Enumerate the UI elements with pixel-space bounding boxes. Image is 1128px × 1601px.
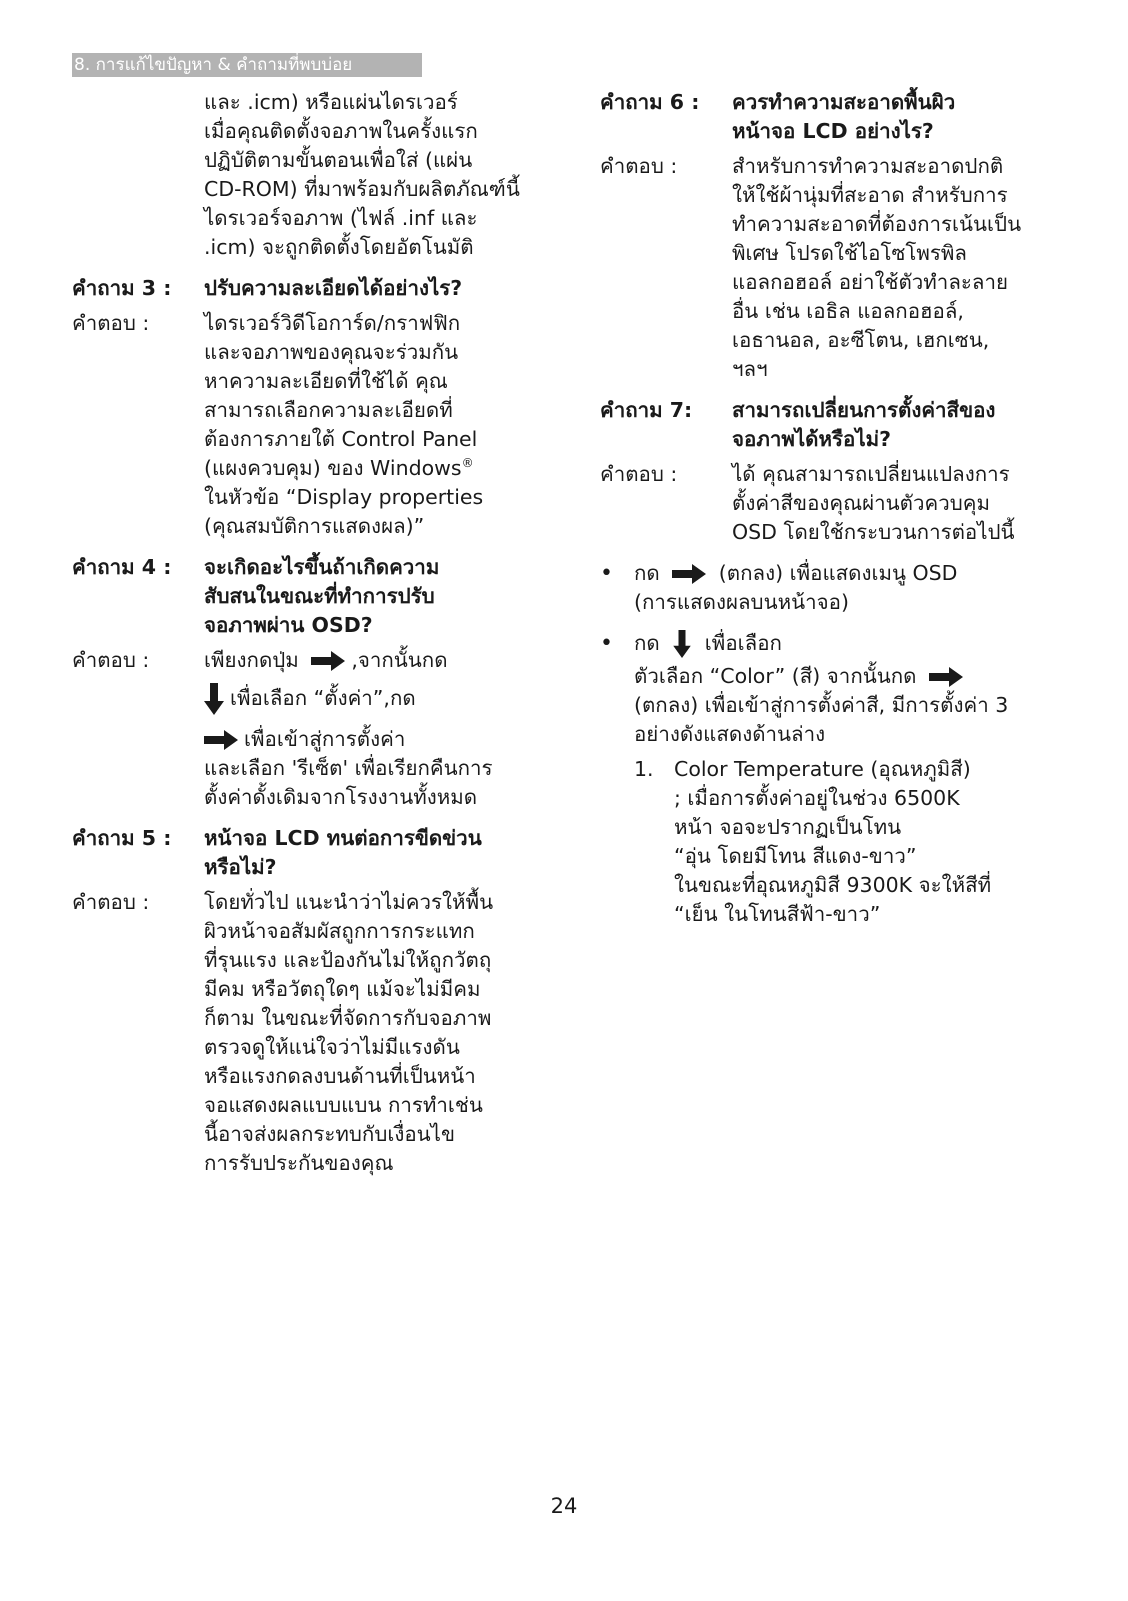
answer-line xyxy=(204,725,542,754)
answer-line: จอแสดงผลแบบแบน การทำเช่น xyxy=(204,1093,483,1117)
answer-line: มีคม หรือวัตถุใดๆ แม้จะไม่มีคม xyxy=(204,977,481,1001)
list-line-text: เพื่อเลือก xyxy=(704,631,782,655)
answer-line: แอลกอฮอล์ อย่าใช้ตัวทำละลาย xyxy=(732,270,1008,294)
answer-line: ทำความสะอาดที่ต้องการเน้นเป็น xyxy=(732,212,1022,236)
answer-line: สามารถเลือกความละเอียดที่ xyxy=(204,398,453,422)
arrow-right-icon xyxy=(929,667,963,687)
answer-line: พิเศษ โปรดใช้ไอโซโพรพิล xyxy=(732,241,967,265)
question-7 xyxy=(600,396,1070,454)
answer-line: หาความละเอียดที่ใช้ได้ คุณ xyxy=(204,369,448,393)
answer-text xyxy=(204,646,542,812)
bullet: • xyxy=(600,631,613,656)
question-5 xyxy=(72,824,542,882)
numbered-line: หน้า จอจะปรากฏเป็นโทน xyxy=(674,815,902,839)
arrow-down-icon xyxy=(204,683,224,715)
question-label: คำถาม 7: xyxy=(600,398,693,422)
answer-text xyxy=(732,152,1070,384)
arrow-right-icon xyxy=(311,651,345,671)
answer-line: ให้ใช้ผ้านุ่มที่สะอาด สำหรับการ xyxy=(732,183,1008,207)
intro-paragraph xyxy=(72,88,542,262)
question-line: สับสนในขณะที่ทำการปรับ xyxy=(204,584,435,608)
arrow-right-icon xyxy=(204,730,238,750)
bullet: • xyxy=(600,561,613,586)
page-number: 24 xyxy=(550,1494,578,1518)
answer-line: สำหรับการทำความสะอาดปกติ xyxy=(732,154,1004,178)
list-line xyxy=(634,559,1070,588)
answer-line xyxy=(204,454,542,483)
intro-line: ปฏิบัติตามขั้นตอนเพื่อใส่ (แผ่น xyxy=(204,148,473,172)
question-line: จอภาพได้หรือไม่? xyxy=(732,427,892,451)
answer-6 xyxy=(600,152,1070,384)
list-item-text xyxy=(634,559,1070,617)
answer-line: ตรวจดูให้แน่ใจว่าไม่มีแรงดัน xyxy=(204,1035,460,1059)
answer-text xyxy=(204,309,542,541)
list-line xyxy=(634,629,1070,658)
answer-line: ที่รุนแรง และป้องกันไม่ให้ถูกวัตถุ xyxy=(204,948,492,972)
answer-label: คำตอบ : xyxy=(600,462,678,486)
question-line: จอภาพผ่าน OSD? xyxy=(204,613,373,637)
answer-label: คำตอบ : xyxy=(72,890,150,914)
question-label: คำถาม 6 : xyxy=(600,90,700,114)
question-line: หน้าจอ LCD ทนต่อการขีดข่วน xyxy=(204,826,482,850)
question-text xyxy=(204,824,542,882)
answer-line: ตั้งค่าสีของคุณผ่านตัวควบคุม xyxy=(732,491,990,515)
intro-line: และ .icm) หรือแผ่นไดรเวอร์ xyxy=(204,90,458,114)
question-text: ปรับความละเอียดได้อย่างไร? xyxy=(204,276,463,300)
question-line: จะเกิดอะไรขึ้นถ้าเกิดความ xyxy=(204,555,440,579)
answer-text xyxy=(204,888,542,1178)
list-item xyxy=(600,559,1070,617)
answer-label: คำตอบ : xyxy=(600,154,678,178)
question-label: คำถาม 4 : xyxy=(72,555,172,579)
right-column xyxy=(600,88,1070,929)
numbered-item xyxy=(600,755,1070,929)
answer-line: โดยทั่วไป แนะนำว่าไม่ควรให้พื้น xyxy=(204,890,494,914)
question-3 xyxy=(72,274,542,303)
registered-mark: ® xyxy=(461,456,474,471)
answer-line: เอธานอล, อะซีโตน, เฮกเซน, xyxy=(732,328,990,352)
intro-line: เมื่อคุณติดตั้งจอภาพในครั้งแรก xyxy=(204,119,478,143)
list-line-text: (ตกลง) เพื่อแสดงเมนู OSD xyxy=(718,561,958,585)
answer-line-text: (แผงควบคุม) ของ Windows xyxy=(204,456,462,480)
answer-line: ในหัวข้อ “Display properties xyxy=(204,485,484,509)
answer-line: หรือแรงกดลงบนด้านที่เป็นหน้า xyxy=(204,1064,476,1088)
question-text xyxy=(732,396,1070,454)
answer-line: ต้องการภายใต้ Control Panel xyxy=(204,427,478,451)
answer-line xyxy=(204,683,542,715)
answer-label: คำตอบ : xyxy=(72,648,150,672)
arrow-right-icon xyxy=(672,564,706,584)
answer-line: อื่น เช่น เอธิล แอลกอฮอล์, xyxy=(732,299,964,323)
intro-line: CD-ROM) ที่มาพร้อมกับผลิตภัณฑ์นี้ xyxy=(204,177,520,201)
list-line-text: กด xyxy=(634,631,660,655)
answer-line-text: เพื่อเลือก “ตั้งค่า”,กด xyxy=(230,686,416,710)
list-item-text xyxy=(634,629,1070,749)
numbered-line: “อุ่น โดยมีโทน สีแดง-ขาว” xyxy=(674,844,917,868)
numbered-line: “เย็น ในโทนสีฟ้า-ขาว” xyxy=(674,902,881,926)
arrow-down-icon xyxy=(672,630,692,658)
answer-line-text: เพื่อเข้าสู่การตั้งค่า xyxy=(244,727,406,751)
intro-line: ไดรเวอร์จอภาพ (ไฟล์ .inf และ xyxy=(204,206,478,230)
list-line-text: ตัวเลือก “Color” (สี) จากนั้นกด xyxy=(634,664,917,688)
answer-line: การรับประกันของคุณ xyxy=(204,1151,394,1175)
numbered-line: ; เมื่อการตั้งค่าอยู่ในช่วง 6500K xyxy=(674,786,960,810)
answer-line-text: เพียงกดปุ่ม xyxy=(204,648,299,672)
list-line: (ตกลง) เพื่อเข้าสู่การตั้งค่าสี, มีการตั้งค่า 3 xyxy=(634,693,1009,717)
section-header: 8. การแก้ไขปัญหา & คำถามที่พบบ่อย xyxy=(72,53,422,77)
answer-line: ฯลฯ xyxy=(732,357,768,381)
list-item xyxy=(600,629,1070,749)
list-line: (การแสดงผลบนหน้าจอ) xyxy=(634,590,849,614)
answer-label: คำตอบ : xyxy=(72,311,150,335)
intro-line: .icm) จะถูกติดตั้งโดยอัตโนมัติ xyxy=(204,235,474,259)
answer-line: ผิวหน้าจอสัมผัสถูกการกระแทก xyxy=(204,919,475,943)
numbered-line: Color Temperature (อุณหภูมิสี) xyxy=(674,757,971,781)
question-label: คำถาม 3 : xyxy=(72,276,172,300)
answer-7 xyxy=(600,460,1070,547)
numbered-item-text xyxy=(674,755,1070,929)
answer-line: และจอภาพของคุณจะร่วมกัน xyxy=(204,340,459,364)
answer-line xyxy=(204,646,542,675)
answer-line-text: ,จากนั้นกด xyxy=(351,648,448,672)
answer-3 xyxy=(72,309,542,541)
question-line: ควรทำความสะอาดพื้นผิว xyxy=(732,90,956,114)
answer-5 xyxy=(72,888,542,1178)
question-text xyxy=(732,88,1070,146)
answer-line: นี้อาจส่งผลกระทบกับเงื่อนไข xyxy=(204,1122,455,1146)
answer-line: OSD โดยใช้กระบวนการต่อไปนี้ xyxy=(732,520,1015,544)
answer-text xyxy=(732,460,1070,547)
answer-line: ได้ คุณสามารถเปลี่ยนแปลงการ xyxy=(732,462,1010,486)
question-6 xyxy=(600,88,1070,146)
item-number: 1. xyxy=(634,757,654,781)
question-line: สามารถเปลี่ยนการตั้งค่าสีของ xyxy=(732,398,996,422)
question-line: หรือไม่? xyxy=(204,855,277,879)
list-line xyxy=(634,662,1070,691)
question-text xyxy=(204,553,542,640)
answer-line: (คุณสมบัติการแสดงผล)” xyxy=(204,514,425,538)
answer-line: ไดรเวอร์วิดีโอการ์ด/กราฟฟิก xyxy=(204,311,461,335)
left-column xyxy=(72,88,542,1178)
answer-line: และเลือก 'รีเซ็ต' เพื่อเรียกคืนการ xyxy=(204,756,493,780)
list-line: อย่างดังแสดงด้านล่าง xyxy=(634,722,826,746)
answer-line: ตั้งค่าดั้งเดิมจากโรงงานทั้งหมด xyxy=(204,785,478,809)
question-line: หน้าจอ LCD อย่างไร? xyxy=(732,119,934,143)
list-line-text: กด xyxy=(634,561,660,585)
answer-line: ก็ตาม ในขณะที่จัดการกับจอภาพ xyxy=(204,1006,492,1030)
answer-4 xyxy=(72,646,542,812)
numbered-line: ในขณะที่อุณหภูมิสี 9300K จะให้สีที่ xyxy=(674,873,992,897)
question-label: คำถาม 5 : xyxy=(72,826,172,850)
question-4 xyxy=(72,553,542,640)
